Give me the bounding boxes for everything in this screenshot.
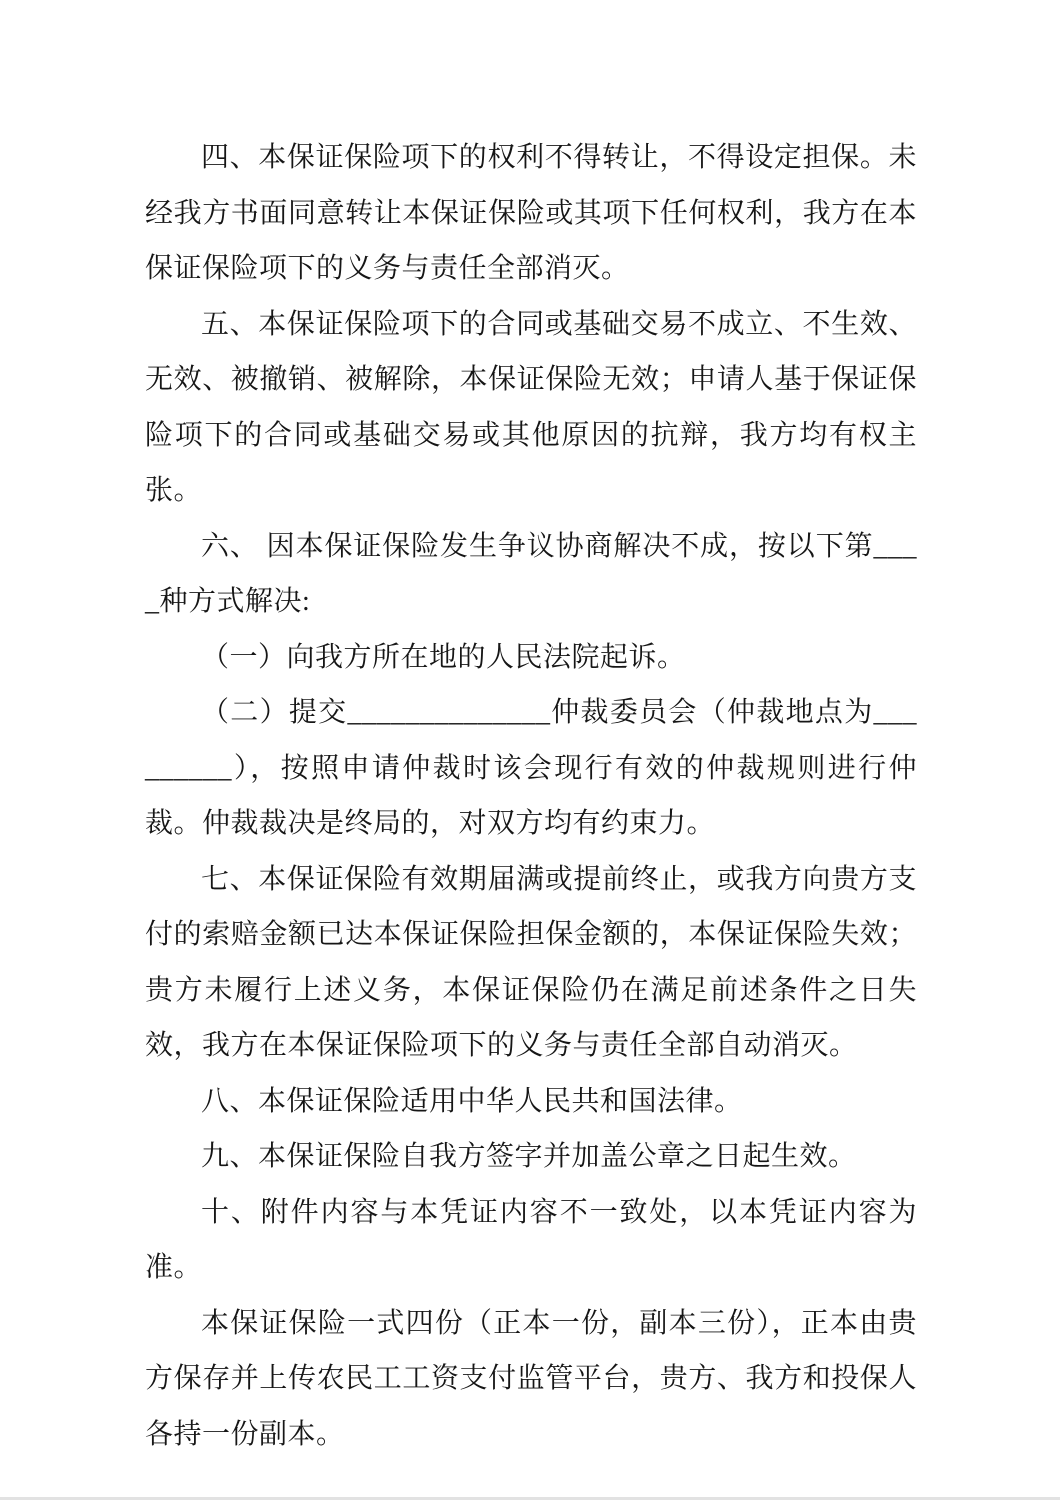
clause-9: 九、本保证保险自我方签字并加盖公章之日起生效。 bbox=[201, 1141, 857, 1172]
document-text-block bbox=[145, 130, 917, 1462]
clause-4: 四、本保证保险项下的权利不得转让，不得设定担保。未经我方书面同意转让本保证保险或其项下任何权利，我方在本保证保险项下的义务与责任全部消灭。 bbox=[145, 142, 917, 284]
clause-6: 六、 因本保证保险发生争议协商解决不成，按以下第____种方式解决: bbox=[145, 530, 917, 617]
clause-5: 五、本保证保险项下的合同或基础交易不成立、不生效、无效、被撤销、被解除，本保证保险无效；申请人基于保证保险项下的合同或基础交易或其他原因的抗辩，我方均有权主张。 bbox=[145, 308, 917, 506]
clause-10: 十、附件内容与本凭证内容不一致处，以本凭证内容为准。 bbox=[145, 1196, 917, 1283]
clause-6-option-2: （二）提交______________仲裁委员会（仲裁地点为_________），按照申请仲裁时该会现行有效的仲裁规则进行仲裁。仲裁裁决是终局的，对双方均有约束力。 bbox=[145, 697, 917, 839]
clause-6-option-1: （一）向我方所在地的人民法院起诉。 bbox=[201, 641, 686, 673]
clause-7: 七、本保证保险有效期届满或提前终止，或我方向贵方支付的索赔金额已达本保证保险担保金额的，本保证保险失效；贵方未履行上述义务，本保证保险仍在满足前述条件之日失效，我方在本保证保险项下的义务与责任全部自动消灭。 bbox=[145, 863, 917, 1061]
closing-paragraph: 本保证保险一式四份（正本一份，副本三份），正本由贵方保存并上传农民工工资支付监管平台，贵方、我方和投保人各持一份副本。 bbox=[145, 1307, 917, 1450]
clause-8: 八、本保证保险适用中华人民共和国法律。 bbox=[201, 1085, 743, 1117]
